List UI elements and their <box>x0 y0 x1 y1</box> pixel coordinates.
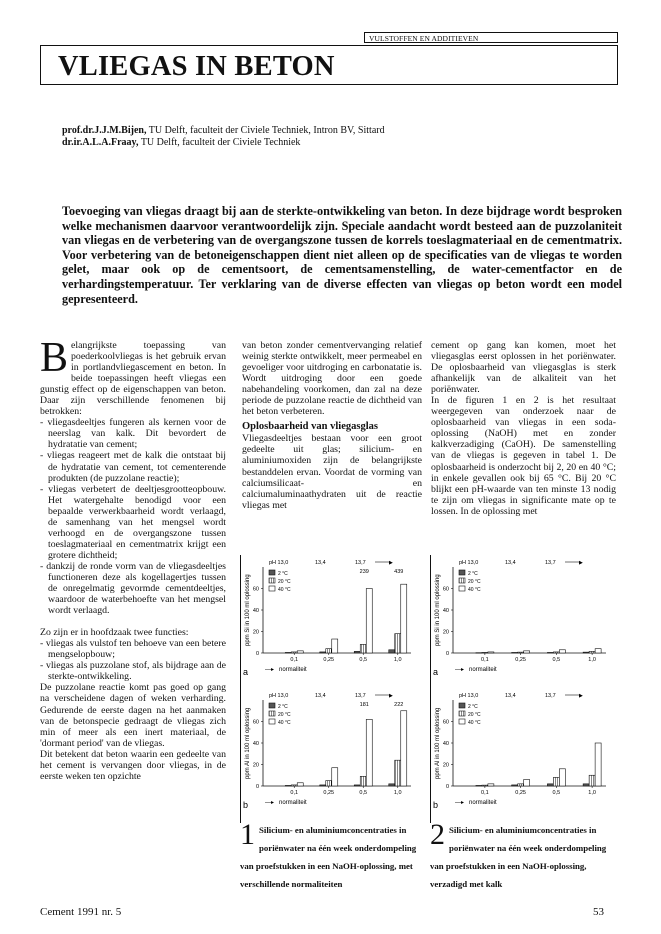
legend-label: 2 °C <box>468 704 478 710</box>
drop-cap: B <box>40 335 69 381</box>
x-tick-label: 0,5 <box>552 790 561 796</box>
chart-2b <box>430 688 616 823</box>
bar <box>360 776 366 786</box>
legend-label: 2 °C <box>468 571 478 577</box>
legend-label: 40 °C <box>278 587 291 593</box>
article-title: VLIEGAS IN BETON <box>58 51 335 82</box>
legend-label: 40 °C <box>468 587 481 593</box>
panel-label: b <box>243 800 249 810</box>
function-1: - vliegas als vulstof ten behoeve van een betere mengselopbouw; <box>40 638 226 661</box>
y-tick-label: 20 <box>252 762 259 769</box>
chart-2b-svg <box>431 688 616 823</box>
figure-1-text: Silicium- en aluminiumconcentraties in poriënwater na één week onderdompeling van proefstukken in een NaOH-oplossing, met verschillende normaliteiten <box>240 825 417 889</box>
ph-label: pH 13,0 <box>459 693 479 699</box>
legend-label: 2 °C <box>278 704 288 710</box>
bar <box>476 653 482 654</box>
bar <box>589 775 595 786</box>
figure-2-caption <box>430 820 616 892</box>
x-tick-label: 0,5 <box>359 790 368 796</box>
x-tick-label: 0,5 <box>552 657 561 663</box>
ph-label: pH 13,0 <box>269 693 289 699</box>
bar <box>524 651 530 653</box>
legend-swatch <box>459 586 465 591</box>
figure-1-caption <box>240 820 422 892</box>
paragraph-figures: In de figuren 1 en 2 is het resultaat weergegeven van onderzoek naar de oplosbaarheid van vliegas in een soda-oplossing (NaOH) met en zonder kalkverzadiging (CaOH). De samenstelling van de vliegas is gegeven in tabel 1. De oplosbaarheid is onderzocht bij 2, 20 en 40 °C; in enkele gevallen ook bij 65 °C. Bij 20 °C blijkt een pH-waarde van ten minste 13 nodig te zijn om vliegas in significante mate op te lossen. In de oplossing met <box>431 395 616 517</box>
data-label: 222 <box>394 702 404 708</box>
panel-label: a <box>433 667 439 677</box>
y-tick-label: 0 <box>445 784 449 790</box>
bar <box>553 777 559 786</box>
y-tick-label: 60 <box>442 586 449 593</box>
y-tick-label: 20 <box>442 629 449 636</box>
functions-intro: Zo zijn er in hoofdzaak twee functies: <box>40 627 189 639</box>
legend-swatch <box>459 711 465 716</box>
author-2-name: dr.ir.A.L.A.Fraay, <box>62 137 139 148</box>
legend-label: 20 °C <box>278 712 291 718</box>
data-label: 439 <box>394 569 404 575</box>
y-tick-label: 40 <box>442 741 449 747</box>
ph-label: 13,4 <box>315 693 326 699</box>
y-tick-label: 20 <box>252 629 259 636</box>
y-tick-label: 60 <box>252 719 259 726</box>
bullet-4: - dankzij de ronde vorm van de vliegasdeeltjes functioneren deze als kogellagertjes tussen de onregelmatig gevormde cementdeeltjes, waardoor de waterbehoefte van het mengsel wordt verlaagd. <box>40 560 226 617</box>
ph-label: 13,7 <box>355 693 366 699</box>
column-3 <box>431 340 616 517</box>
chart-1b <box>240 688 421 823</box>
bar <box>332 768 338 786</box>
x-tick-label: 0,1 <box>481 657 489 663</box>
lead-paragraph: Toevoeging van vliegas draagt bij aan de sterkte-ontwikkeling van beton. In deze bijdrage wordt besproken welke mechanismen daarvoor verantwoordelijk zijn. Speciale aandacht wordt besteed aan de puzzolaniteit van vliegas en de verbetering van de overgangszone tussen de korrels toeslagmateriaal en de cementmatrix. Voor verbetering van de betoneigenschappen dient niet alleen op de specificaties van de vliegas te worden gelet, maar ook op de cementsoort, de cementsamenstelling, de water-cementfactor en de verhardingstemperatuur. Ter verklaring van de diverse effecten van vliegas op beton wordt een model gepresenteerd. <box>62 204 622 306</box>
ph-label: 13,4 <box>505 560 516 566</box>
x-axis-label: normaliteit <box>469 667 497 673</box>
bar <box>589 651 595 653</box>
ph-label: pH 13,0 <box>459 560 479 566</box>
paragraph-dormant: De puzzolane reactie komt pas goed op gang na verscheidene dagen of weken verharding. Gedurende de eerste dagen na het aanmaken van de betonspecie gedraagt de vliegas zich min of meer als een inert materiaal, de 'dormant period' van de vliegas. <box>40 682 226 749</box>
x-tick-label: 1,0 <box>588 790 596 796</box>
bar <box>547 652 553 653</box>
legend-label: 40 °C <box>278 720 291 726</box>
x-tick-label: 1,0 <box>393 657 402 663</box>
x-tick-label: 0,1 <box>290 657 299 663</box>
author-1-affil: TU Delft, faculteit der Civiele Techniek, Intron BV, Sittard <box>146 125 385 136</box>
panel-label: a <box>243 667 249 677</box>
legend-swatch <box>459 719 465 724</box>
column-2 <box>242 340 422 511</box>
y-tick-label: 40 <box>252 608 259 614</box>
legend-label: 20 °C <box>278 579 291 585</box>
bar <box>583 652 589 653</box>
y-tick-label: 0 <box>255 651 259 657</box>
y-tick-label: 40 <box>252 741 259 747</box>
title-bottom-rule <box>40 84 618 85</box>
paragraph-consequence: Dit betekent dat beton waarin een gedeelte van het cement is vervangen door vliegas, in de eerste weken ten opzichte <box>40 748 226 782</box>
bar <box>326 781 332 786</box>
bar <box>482 652 488 653</box>
y-tick-label: 60 <box>252 586 259 593</box>
legend-swatch <box>269 703 275 708</box>
bar <box>320 652 326 653</box>
ph-arrow-head: ▶ <box>389 693 393 699</box>
paragraph-continued: van beton zonder cementvervanging relatief weinig sterkte ontwikkelt, meer permeabel en gevoeliger voor uitdroging en carbonatatie is. Wordt uitdroging door een goede nabehandeling voorkomen, dan zal na deze periode de puzzolane reactie de dichtheid van het beton verbeteren. <box>242 340 422 418</box>
bar <box>395 760 401 786</box>
legend-swatch <box>269 719 275 724</box>
legend-swatch <box>269 711 275 716</box>
chart-1b-svg <box>241 688 421 823</box>
authors <box>62 125 622 149</box>
chart-2a-svg <box>431 555 616 690</box>
section-tag: VULSTOFFEN EN ADDITIEVEN <box>364 32 618 43</box>
data-label: 181 <box>359 702 369 708</box>
x-tick-label: 0,25 <box>323 790 335 796</box>
y-tick-label: 20 <box>442 762 449 769</box>
legend-label: 2 °C <box>278 571 288 577</box>
intro-text: elangrijkste toepassing van poederkoolvliegas is het gebruik ervan in portlandvliegascement en beton. In beide toepassingen heeft vliegas een gunstig effect op de eigenschappen van beton. Daar zijn verschillende fenomenen bij betrokken: <box>40 340 226 418</box>
x-tick-label: 0,5 <box>359 657 368 663</box>
chart-1a-svg <box>241 555 421 690</box>
legend-swatch <box>269 578 275 583</box>
ph-arrow-head: ▶ <box>389 560 393 566</box>
footer-page-number: 53 <box>593 906 604 918</box>
bar <box>332 639 338 653</box>
bar <box>559 650 565 653</box>
bar <box>583 784 589 786</box>
x-tick-label: 0,25 <box>515 790 526 796</box>
bar <box>476 785 482 786</box>
bar <box>354 785 360 786</box>
legend-label: 40 °C <box>468 720 481 726</box>
y-tick-label: 0 <box>255 784 259 790</box>
bar <box>291 652 297 653</box>
bar <box>559 769 565 786</box>
x-tick-label: 0,1 <box>290 790 299 796</box>
bar <box>512 785 518 786</box>
author-2-affil: TU Delft, faculteit der Civiele Techniek <box>138 137 301 148</box>
x-tick-label: 0,25 <box>323 657 335 663</box>
legend-swatch <box>269 570 275 575</box>
figure-2-number: 2 <box>430 818 445 851</box>
footer-journal: Cement 1991 nr. 5 <box>40 906 122 918</box>
panel-label: b <box>433 800 439 810</box>
bar <box>401 711 407 786</box>
y-axis-label: ppm Si in 100 ml oplossing <box>435 574 441 646</box>
x-tick-label: 1,0 <box>588 657 596 663</box>
bar <box>553 652 559 653</box>
bar <box>518 784 524 786</box>
bar <box>297 651 303 653</box>
legend-label: 20 °C <box>468 579 481 585</box>
bar <box>354 651 360 653</box>
bar <box>488 652 494 653</box>
y-axis-label: ppm Al in 100 ml oplossing <box>245 707 251 779</box>
bar <box>512 652 518 653</box>
x-tick-label: 1,0 <box>393 790 402 796</box>
x-axis-label: normaliteit <box>279 800 307 806</box>
figure-2-text: Silicium- en aluminiumconcentraties in poriënwater na één week onderdompeling van proefstukken in een NaOH-oplossing, verzadigd met kalk <box>430 825 607 889</box>
y-tick-label: 40 <box>442 608 449 614</box>
ph-label: 13,7 <box>545 693 556 699</box>
bar <box>285 785 291 786</box>
legend-swatch <box>459 578 465 583</box>
legend-swatch <box>459 703 465 708</box>
ph-label: 13,4 <box>505 693 516 699</box>
author-2 <box>62 137 622 149</box>
ph-arrow-head: ▶ <box>579 693 583 699</box>
y-tick-label: 0 <box>445 651 449 657</box>
bar <box>518 652 524 653</box>
paragraph-solubility: cement op gang kan komen, moet het vliegasglas eerst oplossen in het poriënwater. De oplosbaarheid van vliegasglas is sterk afhankelijk van de alkaliteit van het poriënwater. <box>431 340 616 396</box>
bar <box>291 785 297 786</box>
bar <box>285 652 291 653</box>
bar <box>488 784 494 786</box>
x-tick-label: 0,1 <box>481 790 489 796</box>
bullet-1: - vliegasdeeltjes fungeren als kernen voor de neerslag van kalk. Dit bevordert de hydratatie van cement; <box>40 417 226 451</box>
ph-label: 13,4 <box>315 560 326 566</box>
bar <box>401 584 407 653</box>
function-2: - vliegas als puzzolane stof, als bijdrage aan de sterkte-ontwikkeling. <box>40 660 226 683</box>
legend-label: 20 °C <box>468 712 481 718</box>
x-axis-arrow: —▸ <box>265 667 275 673</box>
bar <box>366 719 372 786</box>
bar <box>366 589 372 654</box>
x-axis-arrow: —▸ <box>455 800 465 806</box>
figure-1-number: 1 <box>240 818 255 851</box>
bar <box>389 784 395 786</box>
ph-label: pH 13,0 <box>269 560 289 566</box>
bar <box>320 785 326 786</box>
bar <box>389 650 395 653</box>
legend-swatch <box>459 570 465 575</box>
section-heading: Oplosbaarheid van vliegasglas <box>242 421 378 433</box>
x-tick-label: 0,25 <box>515 657 526 663</box>
paragraph-glass: Vliegasdeeltjes bestaan voor een groot gedeelte uit glas; silicium- en aluminiumoxiden zijn de belangrijkste bestanddelen ervan. Voordat de vorming van calciumsilicaat- en calciumaluminaathydraten uit de reactie vliegas met <box>242 433 422 511</box>
bar <box>326 649 332 653</box>
ph-label: 13,7 <box>545 560 556 566</box>
bar <box>595 649 601 653</box>
x-axis-label: normaliteit <box>279 667 307 673</box>
ph-label: 13,7 <box>355 560 366 566</box>
bar <box>360 644 366 653</box>
x-axis-arrow: —▸ <box>265 800 275 806</box>
data-label: 239 <box>359 569 369 575</box>
bar <box>297 783 303 786</box>
bullet-3: - vliegas verbetert de deeltjesgrootteopbouw. Het watergehalte benodigd voor een bepaalde verwerkbaarheid wordt verlaagd, de samenhang van het mengsel wordt verhoogd en de overgangszone tussen toeslagmateriaal en cementmatrix krijgt een grotere dichtheid; <box>40 483 226 561</box>
bullet-2: - vliegas reageert met de kalk die ontstaat bij de hydratatie van cement, tot cementerende produkten (de puzzolane reactie); <box>40 450 226 484</box>
title-right-rule <box>617 45 618 85</box>
title-left-rule <box>40 45 41 85</box>
author-1 <box>62 125 622 137</box>
y-axis-label: ppm Si in 100 ml oplossing <box>245 574 251 646</box>
chart-1a <box>240 555 421 690</box>
x-axis-label: normaliteit <box>469 800 497 806</box>
y-tick-label: 60 <box>442 719 449 726</box>
legend-swatch <box>269 586 275 591</box>
bar <box>524 780 530 786</box>
bar <box>482 785 488 786</box>
column-1 <box>40 335 226 782</box>
author-1-name: prof.dr.J.J.M.Bijen, <box>62 125 147 136</box>
bar <box>595 743 601 786</box>
bar <box>395 634 401 653</box>
x-axis-arrow: —▸ <box>455 667 465 673</box>
y-axis-label: ppm Al in 100 ml oplossing <box>435 707 441 779</box>
intro-paragraph <box>40 335 226 418</box>
chart-2a <box>430 555 616 690</box>
ph-arrow-head: ▶ <box>579 560 583 566</box>
bar <box>547 784 553 786</box>
title-top-rule <box>40 45 618 46</box>
